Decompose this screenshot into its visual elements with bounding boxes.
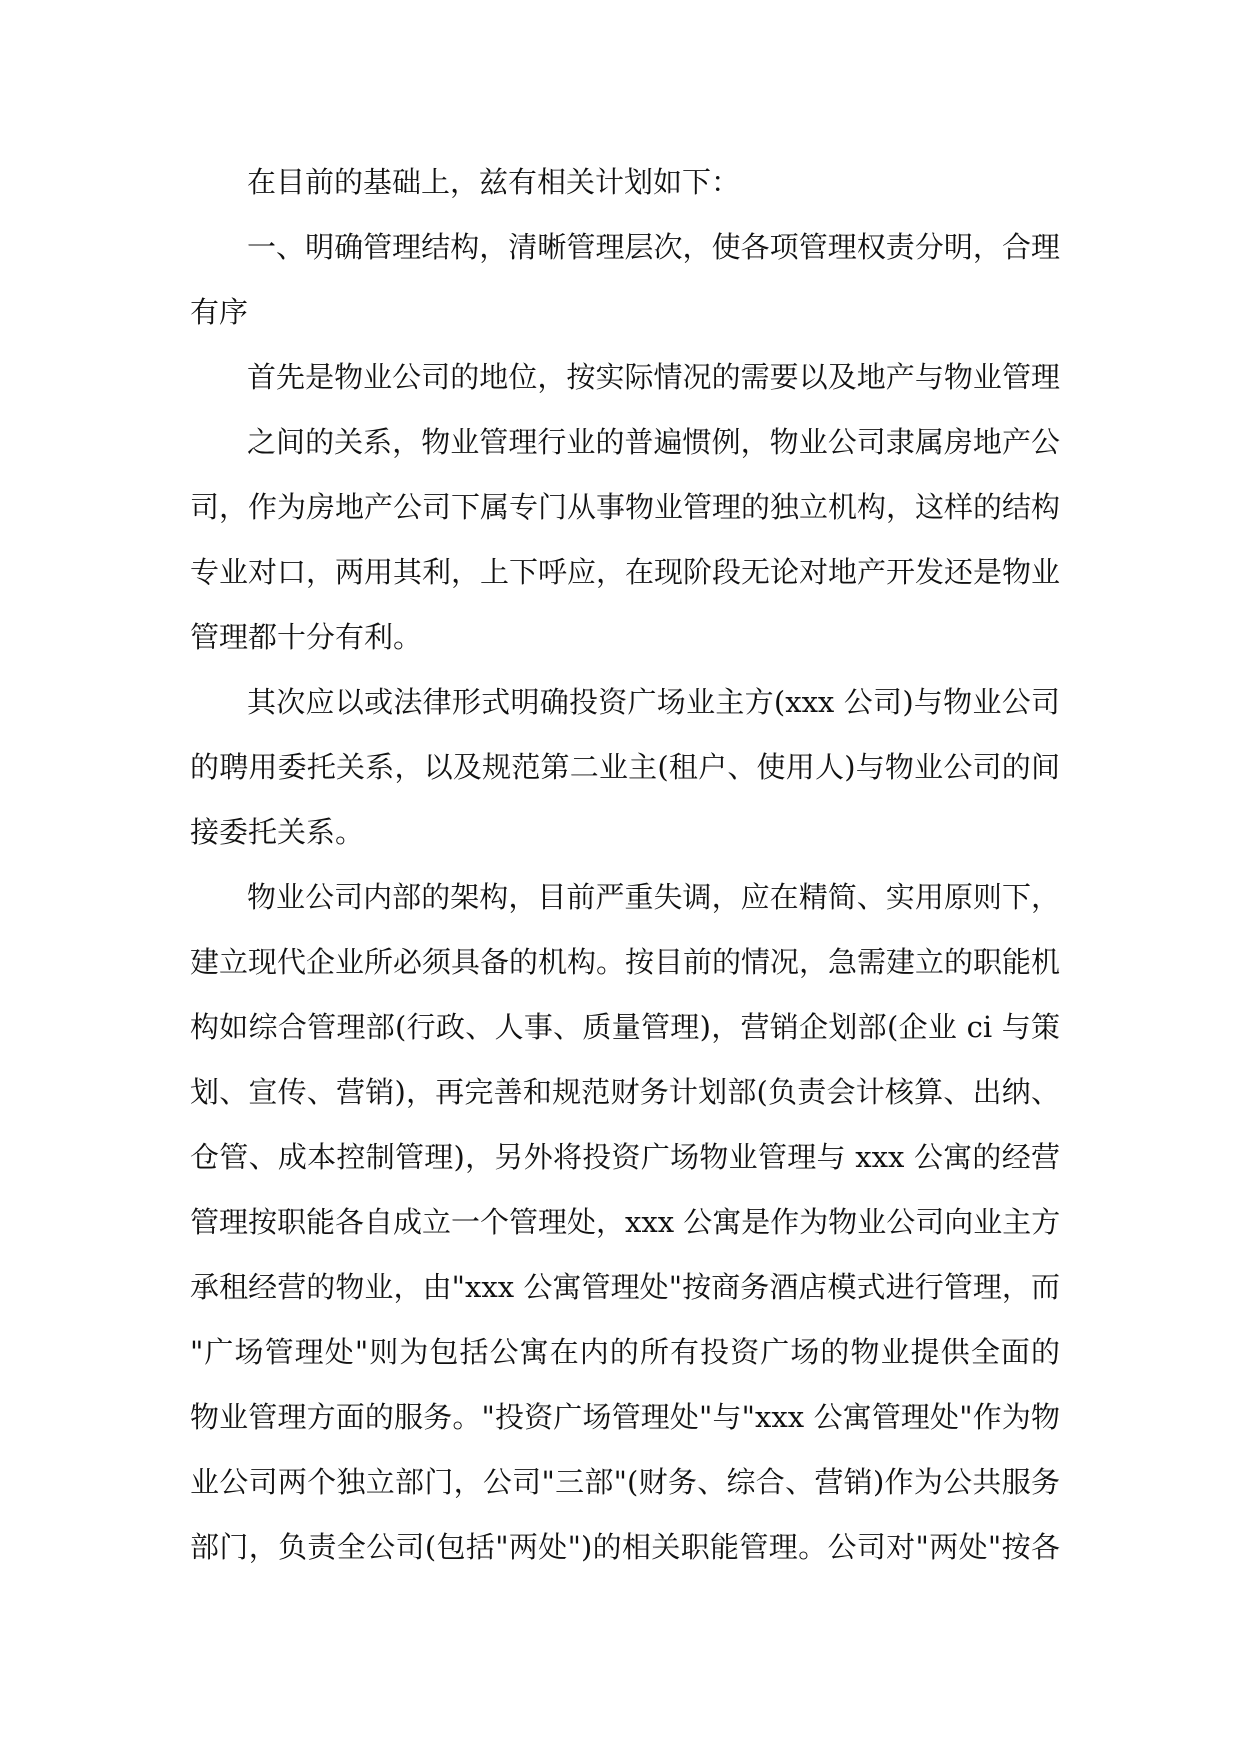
text-line: 仓管、成本控制管理)，另外将投资广场物业管理与 xxx 公寓的经营 <box>190 1140 1060 1174</box>
text-line: 物业管理方面的服务。"投资广场管理处"与"xxx 公寓管理处"作为物 <box>190 1400 1060 1434</box>
text-line: 有序 <box>190 295 249 329</box>
text-line: 一、明确管理结构，清晰管理层次，使各项管理权责分明，合理 <box>247 230 1060 264</box>
text-line: 承租经营的物业，由"xxx 公寓管理处"按商务酒店模式进行管理，而 <box>190 1270 1060 1304</box>
text-line: 部门，负责全公司(包括"两处")的相关职能管理。公司对"两处"按各 <box>190 1530 1060 1564</box>
text-line: 之间的关系，物业管理行业的普遍惯例，物业公司隶属房地产公 <box>247 425 1060 459</box>
text-line: 首先是物业公司的地位，按实际情况的需要以及地产与物业管理 <box>247 360 1060 394</box>
text-line: 管理都十分有利。 <box>190 620 423 654</box>
text-line: 构如综合管理部(行政、人事、质量管理)，营销企划部(企业 ci 与策 <box>190 1010 1060 1044</box>
text-line: 接委托关系。 <box>190 815 365 849</box>
text-line: 物业公司内部的架构，目前严重失调，应在精简、实用原则下， <box>247 880 1060 914</box>
text-line: 其次应以或法律形式明确投资广场业主方(xxx 公司)与物业公司 <box>247 685 1060 719</box>
text-line: 司，作为房地产公司下属专门从事物业管理的独立机构，这样的结构 <box>190 490 1061 524</box>
text-line: 划、宣传、营销)，再完善和规范财务计划部(负责会计核算、出纳、 <box>190 1075 1060 1109</box>
text-line: 在目前的基础上，兹有相关计划如下： <box>247 165 741 199</box>
text-line: 业公司两个独立部门，公司"三部"(财务、综合、营销)作为公共服务 <box>190 1465 1060 1499</box>
text-line: 管理按职能各自成立一个管理处，xxx 公寓是作为物业公司向业主方 <box>190 1205 1061 1239</box>
text-line: 的聘用委托关系，以及规范第二业主(租户、使用人)与物业公司的间 <box>190 750 1060 784</box>
text-line: "广场管理处"则为包括公寓在内的所有投资广场的物业提供全面的 <box>190 1335 1060 1369</box>
text-line: 专业对口，两用其利，上下呼应，在现阶段无论对地产开发还是物业 <box>190 555 1061 589</box>
text-line: 建立现代企业所必须具备的机构。按目前的情况，急需建立的职能机 <box>190 945 1061 979</box>
body-text <box>190 150 1060 1580</box>
